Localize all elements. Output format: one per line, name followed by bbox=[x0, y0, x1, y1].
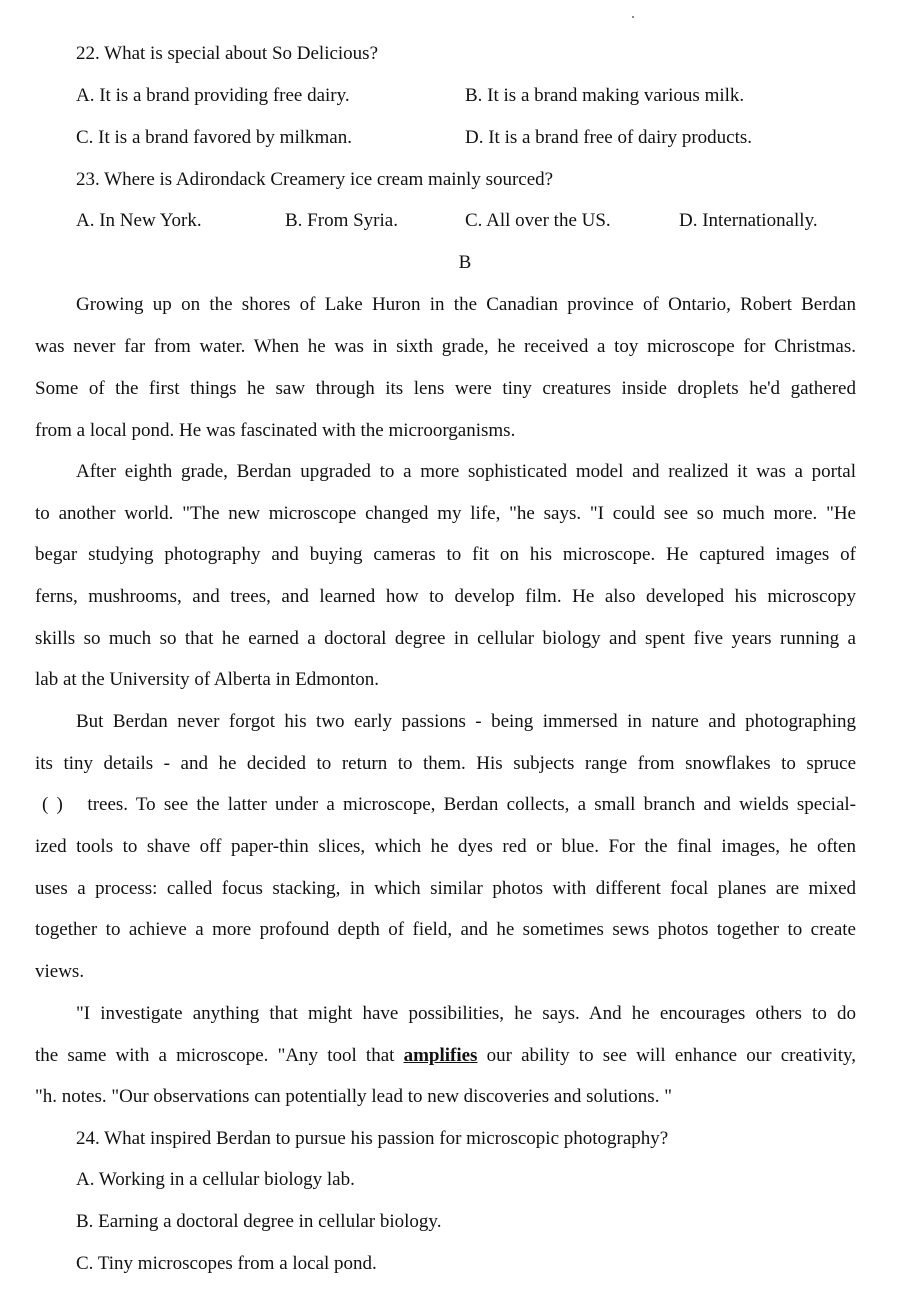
q22-option-b: B. It is a brand making various milk. bbox=[465, 85, 745, 106]
section-label: B bbox=[458, 252, 472, 273]
passage-p3-line: ized tools to shave off paper-thin slices, which he dyes red or blue. For the final images, he often bbox=[35, 836, 856, 857]
passage-p3-line: together to achieve a more profound depth of field, and he sometimes sews photos together to create bbox=[35, 919, 856, 940]
passage-p4-text: our ability to see will enhance our creativity, bbox=[477, 1045, 856, 1066]
q23-option-d: D. Internationally. bbox=[679, 210, 818, 231]
underlined-keyword: amplifies bbox=[403, 1045, 478, 1066]
passage-p3-line: ( ) trees. To see the latter under a microscope, Berdan collects, a small branch and wields special- bbox=[42, 794, 856, 815]
q24-option-c: C. Tiny microscopes from a local pond. bbox=[76, 1253, 377, 1274]
q23-option-c: C. All over the US. bbox=[465, 210, 611, 231]
passage-p3-line: But Berdan never forgot his two early passions - being immersed in nature and photographing bbox=[76, 711, 856, 732]
passage-p2-line: ferns, mushrooms, and trees, and learned how to develop film. He also developed his microscopy bbox=[35, 586, 856, 607]
passage-p2-line: After eighth grade, Berdan upgraded to a more sophisticated model and realized it was a portal bbox=[76, 461, 856, 482]
q23-option-b: B. From Syria. bbox=[285, 210, 398, 231]
question-22: 22. What is special about So Delicious? bbox=[76, 43, 379, 64]
scan-speck bbox=[632, 16, 634, 18]
passage-p1-line: from a local pond. He was fascinated with the microorganisms. bbox=[35, 420, 516, 441]
passage-p1-line: was never far from water. When he was in sixth grade, he received a toy microscope for Christmas. bbox=[35, 336, 856, 357]
passage-p4-line: "I investigate anything that might have possibilities, he says. And he encourages others to do bbox=[76, 1003, 856, 1024]
passage-p1-line: Some of the first things he saw through its lens were tiny creatures inside droplets he'd gathered bbox=[35, 378, 856, 399]
q22-option-d: D. It is a brand free of dairy products. bbox=[465, 127, 753, 148]
passage-p2-line: lab at the University of Alberta in Edmonton. bbox=[35, 669, 380, 690]
passage-p3-line: uses a process: called focus stacking, in which similar photos with different focal planes are mixed bbox=[35, 878, 856, 899]
passage-p3-line: its tiny details - and he decided to return to them. His subjects range from snowflakes to spruce bbox=[35, 753, 856, 774]
passage-p4-line: "h. notes. "Our observations can potentially lead to new discoveries and solutions. " bbox=[35, 1086, 672, 1107]
passage-p3-line: views. bbox=[35, 961, 85, 982]
q22-option-c: C. It is a brand favored by milkman. bbox=[76, 127, 352, 148]
q24-option-a: A. Working in a cellular biology lab. bbox=[76, 1169, 355, 1190]
q24-option-b: B. Earning a doctoral degree in cellular biology. bbox=[76, 1211, 442, 1232]
question-24: 24. What inspired Berdan to pursue his passion for microscopic photography? bbox=[76, 1128, 669, 1149]
passage-p2-line: begar studying photography and buying cameras to fit on his microscope. He captured images of bbox=[35, 544, 856, 565]
q23-option-a: A. In New York. bbox=[76, 210, 202, 231]
passage-p1-line: Growing up on the shores of Lake Huron in the Canadian province of Ontario, Robert Berdan bbox=[76, 294, 856, 315]
passage-p4-line bbox=[35, 1044, 856, 1068]
passage-p2-line: to another world. "The new microscope changed my life, "he says. "I could see so much more. "He bbox=[35, 503, 856, 524]
passage-p4-text: the same with a microscope. "Any tool that bbox=[35, 1045, 404, 1066]
q22-option-a: A. It is a brand providing free dairy. bbox=[76, 85, 350, 106]
question-23: 23. Where is Adirondack Creamery ice cream mainly sourced? bbox=[76, 169, 554, 190]
passage-p2-line: skills so much so that he earned a doctoral degree in cellular biology and spent five years running a bbox=[35, 628, 856, 649]
